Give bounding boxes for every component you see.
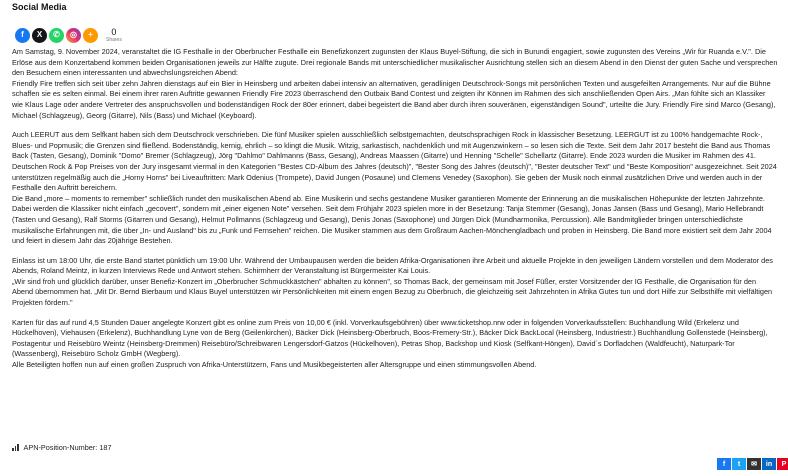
instagram-icon[interactable]: ◎	[66, 28, 81, 43]
paragraph-leergut: Auch LEERUT aus dem Selfkant haben sich dem Deutschrock verschrieben. Die fünf Musiker spielen ausschließlich selbstgemachten, deutschsprachigen Rock in klassischer Besetzung. LEERGUT ist zu 100% handgemachte Rock-, Blues- und Popmusik; die Grenzen sind fließend. Bodenständig, kernig, ehrlich – so klingt die Musik. Witzig, sarkastisch, nachdenklich und mit Augenzwinkern – so lesen sich die Texte. Seit dem Jahr 2017 besteht die Band aus Thomas Back (Tasten, Gesang), Dominik "Domo" Bremer (Schlagzeug), Jörg "Dahlmo" Dahlmanns (Bass, Gesang), Andreas Maassen (Gitarre) und Henning "Schelle" Schellartz (Gitarre). Ende 2023 wurden die Musiker im Rahmen des 41. Deutschen Rock & Pop Preises von der Jury insgesamt viermal in den Kategorien "Bestes CD-Album des Jahres (deutsch)", "Bester Song des Jahres (deutsch)", "Bester deutscher Text" und "Beste Komposition" ausgezeichnet. Seit 2024 unterstützen regelmäßig auch die „Horny Horns" bei Liveauftritten: Mark Odenius (Trompete), David Jungen (Posaune) und Clemens Venedey (Saxophon). Sie geben der Musik noch einmal zusätzlichen Drive und werden auch in der Festhalle den Auftritt bereichern.	[12, 130, 777, 193]
paragraph-friendly-fire: Friendly Fire treffen sich seit über zehn Jahren dienstags auf ein Bier in Heinsberg und arbeiten dabei intensiv an alternativen, geradlinigen Deutschrock-Songs mit persönlichen Texten und ausgefeilten Arrangements. Nur auf die Bühne schaffen sie es selten einmal. Bei einem ihrer raren Auftritte gewannen Friendly Fire 2023 überraschend den Outbaix Band Contest und zeigten ihr Können im Rahmen des sich anschließenden Open Airs. „Man fühlte sich an Klassiker wie Klaus Lage oder andere Vertreter des anspruchsvollen und bodenständigen Rock der 80er erinnert, dabei begeistert die Band aber durch ihren souveränen, eigenständigen Sound", urteilte die Jury. Friendly Fire sind Marco (Gesang), Michael (Schlagzeug), Georg (Gitarre), Nils (Bass) und Michael (Keyboard).	[12, 78, 776, 120]
plus-icon[interactable]: +	[83, 28, 98, 43]
x-icon[interactable]: X	[32, 28, 47, 43]
paragraph-closing: Alle Beteiligten hoffen nun auf einen großen Zuspruch von Afrika-Unterstützern, Fans und Musikbegeisterten aller Altersgruppe und einen stimmungsvollen Abend.	[12, 360, 537, 370]
paragraph-intro: Am Samstag, 9. November 2024, veranstaltet die IG Festhalle in der Oberbrucher Festhalle ein Benefizkonzert zugunsten der Klaus Buyel-Stiftung, die sich in Burundi engagiert, sowie zugunsten des Vereins „Wir für Ruanda e.V.". Die Erlöse aus dem Konzertabend kommen beiden Organisationen jeweils zur Hälfte zugute. Drei regionale Bands mit unterschiedlicher musikalischer Ausrichtung stellen sich an diesem Abend in den Dienst der guten Sache und versprechen den Besuchern einen interessanten und abwechslungsreichen Abend:	[12, 47, 778, 78]
bottom-share-bar	[716, 458, 788, 470]
paragraph-tickets: Karten für das auf rund 4,5 Stunden Dauer angelegte Konzert gibt es online zum Preis von 10,00 € (inkl. Vorverkaufsgebühren) über www.ticketshop.nrw oder in folgenden Vorverkaufsstellen: Buchhandlung Wild (Erkelenz und Hückelhoven), Viehausen (Erkelenz), Buchhandlung Lyne von de Berg (Geilenkirchen), Bäcker Dick (Heinsberg-Oberbruch, Boos-Fremery-Str.), Bäcker Dick BackLocal (Heinsberg, Industriestr.) Buchhandlung Gollenstede (Heinsberg), Postagentur und Reisebüro Weintz (Heinsberg-Dremmen) Reisebüro/Schreibwaren Lengersdorf-Gatzos (Hückelhoven), Petras Shop, Backshop und Kiosk (Selfkant-Höngen), David´s Dorfladchen (Waldfeucht), Naturpark-Tor (Wassenberg), Reisebüro Scholz GmbH (Wegberg).	[12, 317, 768, 359]
paragraph-more: Die Band „more – moments to remember" schließlich rundet den musikalischen Abend ab. Eine Musikerin und sechs gestandene Musiker garantieren Momente der Erinnerung an die musikalischen Höhepunkte der letzten Jahrzehnte. Dabei werden die Klassiker nicht einfach „gecovert", sondern mit „einer eigenen Note" versehen. Seit dem Frühjahr 2023 spielen more in der Besetzung: Tanja Stemmer (Gesang), Jonas Jansen (Bass und Gesang), Mario Hellebrandt (Tasten und Gesang), Ralf Storms (Gitarren und Gesang), Helmut Pollmanns (Schlagzeug und Gesang), Denis Jonas (Saxophone) und Jürgen Dick (Mundharmonika, Percussion). Alle Bandmitglieder bringen unterschiedlichste musikalische Erfahrungen mit, die über „In- und Ausland" bis zu „Funk und Fernsehen" reichen. Die Musiker stammen aus dem Großraum Aachen-Mönchengladbach und proben in Heinsberg. Die Band more existiert seit dem Jahr 2004 und feiert in diesem Jahr das 20jährige Bestehen.	[12, 193, 772, 246]
article-body	[12, 47, 778, 371]
share-bar	[15, 26, 122, 44]
share-count-label: Shares	[106, 36, 122, 43]
paragraph-einlass: Einlass ist um 18:00 Uhr, die erste Band startet pünktlich um 19:00 Uhr. Während der Umbaupausen werden die beiden Afrika-Organisationen ihre Arbeit und aktuelle Projekte in den jeweiligen Ländern vorstellen und dem Moderator des Abends, Roland Meintz, in kurzen Interviews Rede und Antwort stehen. Schirmherr der Veranstaltung ist Bürgermeister Kai Louis.	[12, 255, 773, 276]
share-count	[106, 28, 122, 43]
apn-text: APN-Position-Number: 187	[23, 443, 112, 452]
facebook-share-icon[interactable]: f	[717, 458, 731, 470]
paragraph-quote: „Wir sind froh und glücklich darüber, unser Benefiz-Konzert im „Oberbrucher Schmuckkästchen" abhalten zu können", so Thomas Back, der gemeinsam mit Josef Füßer, erster Vorsitzender der IG Festhalle, die Organisation für den Abend übernommen hat. „Mit Dr. Bernd Bierbaum und Klaus Buyel unterstützen wir Persönlichkeiten mit einem engen Bezug zu Oberbruch, die gleichzeitig seit Jahrzehnten in Afrika Gutes tun und dort Hilfe zur Selbsthilfe mit vielfältigen Projekten fördern."	[12, 276, 773, 308]
facebook-icon[interactable]: f	[15, 28, 30, 43]
whatsapp-icon[interactable]: ✆	[49, 28, 64, 43]
mail-share-icon[interactable]: ✉	[747, 458, 761, 470]
pinterest-share-icon[interactable]: P	[777, 458, 788, 470]
section-title: Social Media	[12, 2, 67, 12]
share-count-number: 0	[111, 26, 117, 37]
apn-position	[12, 443, 112, 452]
bar-chart-icon	[12, 444, 20, 451]
twitter-share-icon[interactable]: t	[732, 458, 746, 470]
linkedin-share-icon[interactable]: in	[762, 458, 776, 470]
